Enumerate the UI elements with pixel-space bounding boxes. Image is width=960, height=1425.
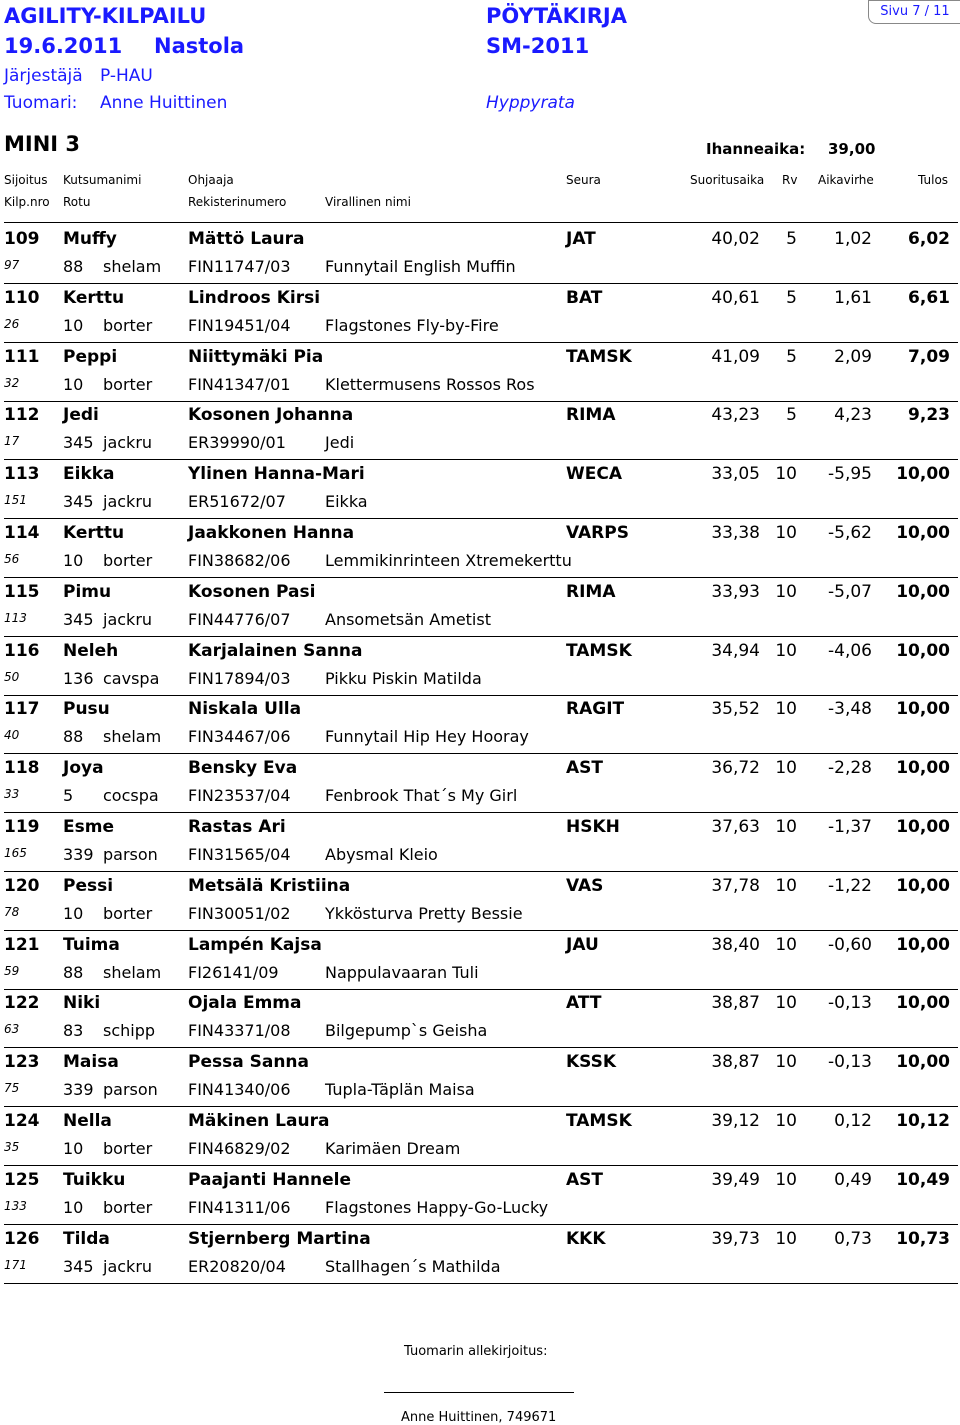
entry-callname: Tuima (63, 934, 120, 955)
entry-result: 10,00 (896, 640, 950, 661)
entry-callname: Tilda (63, 1228, 110, 1249)
entry-registration: FIN41347/01 (188, 374, 291, 394)
entry-time: 38,87 (711, 993, 760, 1014)
class-title: MINI 3 (4, 132, 81, 156)
entry-callname: Pusu (63, 699, 110, 720)
entry-handler: Paajanti Hannele (188, 1169, 352, 1190)
entry-handler: Kosonen Pasi (188, 581, 316, 602)
entry-place: 111 (4, 346, 40, 367)
entry-time-fault: 0,49 (834, 1169, 872, 1190)
entry-club: JAU (566, 934, 599, 955)
entry-place: 119 (4, 817, 40, 837)
entry-time-fault: -0,60 (828, 934, 872, 955)
entry-breed-code: 10 (63, 315, 84, 335)
entry-official-name: Jedi (325, 433, 355, 453)
entry-official-name: Funnytail Hip Hey Hooray (325, 727, 529, 747)
entry-time: 39,12 (711, 1111, 760, 1131)
entry-handler: Lindroos Kirsi (188, 287, 321, 308)
entry-callname: Nella (63, 1111, 112, 1131)
entry-callname: Pimu (63, 581, 112, 602)
result-row (0, 1108, 960, 1167)
entry-breed: borter (103, 903, 153, 923)
entry-club: WECA (566, 464, 622, 485)
entry-club: RIMA (566, 405, 616, 426)
entry-number: 97 (4, 258, 20, 272)
entry-registration: FIN38682/06 (188, 551, 291, 570)
entry-club: JAT (566, 229, 596, 249)
entry-handler: Stjernberg Martina (188, 1228, 371, 1249)
entry-breed: parson (103, 845, 158, 864)
entry-breed: jackru (103, 492, 153, 512)
entry-official-name: Stallhagen´s Mathilda (325, 1256, 501, 1276)
result-row (0, 285, 960, 344)
result-row (0, 1226, 960, 1285)
entry-handler: Niittymäki Pia (188, 346, 324, 367)
entry-breed-code: 10 (63, 551, 84, 570)
entry-handler: Bensky Eva (188, 758, 298, 779)
entry-breed-code: 10 (63, 374, 84, 394)
entry-number: 32 (4, 375, 20, 390)
entry-number: 113 (4, 610, 27, 625)
entry-result: 10,00 (896, 875, 950, 896)
entry-number: 56 (4, 552, 20, 566)
entry-faults: 5 (786, 346, 797, 367)
entry-handler: Mäkinen Laura (188, 1111, 330, 1131)
entry-callname: Eikka (63, 464, 115, 485)
entry-breed: borter (103, 1197, 153, 1217)
entry-result: 10,00 (896, 1052, 950, 1073)
entry-breed-code: 83 (63, 1021, 84, 1041)
entry-time: 37,78 (711, 875, 760, 896)
entry-callname: Peppi (63, 346, 118, 367)
entry-result: 10,00 (896, 817, 950, 837)
entry-breed: jackru (103, 609, 153, 629)
entry-breed-code: 10 (63, 1139, 84, 1158)
entry-handler: Ylinen Hanna-Mari (188, 464, 365, 485)
entry-result: 10,12 (896, 1111, 950, 1131)
result-row (0, 814, 960, 873)
entry-time-fault: 1,61 (834, 287, 872, 308)
entry-time: 40,02 (711, 229, 760, 249)
result-row (0, 638, 960, 697)
entry-club: VARPS (566, 523, 629, 543)
entry-result: 10,49 (896, 1169, 950, 1190)
entry-time: 38,87 (711, 1052, 760, 1073)
result-row (0, 579, 960, 638)
entry-place: 126 (4, 1228, 40, 1249)
entry-club: TAMSK (566, 1111, 632, 1131)
entry-time: 41,09 (711, 346, 760, 367)
document-type: PÖYTÄKIRJA (486, 4, 627, 28)
col-header-place: Sijoitus (4, 173, 48, 187)
entry-number: 33 (4, 787, 20, 802)
entry-time-fault: -4,06 (828, 640, 872, 661)
result-row (0, 1167, 960, 1226)
entry-handler: Lampén Kajsa (188, 934, 322, 955)
entry-registration: ER51672/07 (188, 492, 286, 512)
entry-official-name: Karimäen Dream (325, 1139, 461, 1158)
entry-place: 124 (4, 1111, 40, 1131)
entry-time-fault: 4,23 (834, 405, 872, 426)
entry-callname: Joya (63, 758, 104, 779)
entry-faults: 10 (775, 875, 797, 896)
entry-time-fault: -1,22 (828, 875, 872, 896)
entry-place: 114 (4, 523, 40, 543)
entry-faults: 10 (775, 1169, 797, 1190)
entry-time: 33,05 (711, 464, 760, 485)
entry-number: 151 (4, 493, 27, 508)
entry-registration: ER20820/04 (188, 1256, 286, 1276)
result-row (0, 696, 960, 755)
entry-breed: shelam (103, 727, 162, 747)
entry-place: 118 (4, 758, 40, 779)
result-row (0, 402, 960, 461)
entry-place: 116 (4, 640, 40, 661)
organizer: P-HAU (100, 66, 153, 86)
entry-time: 36,72 (711, 758, 760, 779)
entry-club: VAS (566, 875, 604, 896)
judge-label: Tuomari: (4, 93, 78, 113)
entry-faults: 10 (775, 1111, 797, 1131)
entry-breed: jackru (103, 433, 153, 453)
entry-faults: 10 (775, 523, 797, 543)
entry-number: 78 (4, 904, 20, 919)
entry-time: 35,52 (711, 699, 760, 720)
entry-official-name: Ykkösturva Pretty Bessie (325, 903, 523, 923)
entry-faults: 5 (786, 287, 797, 308)
entry-breed-code: 339 (63, 1080, 94, 1100)
event-date: 19.6.2011 (4, 34, 123, 58)
entry-result: 6,61 (908, 287, 950, 308)
event-title: AGILITY-KILPAILU (4, 4, 207, 28)
entry-registration: ER39990/01 (188, 433, 286, 453)
entry-place: 113 (4, 464, 40, 485)
entry-place: 123 (4, 1052, 40, 1073)
entry-time: 33,38 (711, 523, 760, 543)
entry-breed: jackru (103, 1256, 153, 1276)
result-row (0, 755, 960, 814)
entry-official-name: Tupla-Täplän Maisa (325, 1080, 475, 1100)
result-row (0, 873, 960, 932)
judge-name: Anne Huittinen (100, 93, 228, 113)
entry-result: 10,00 (896, 581, 950, 602)
entry-registration: FIN43371/08 (188, 1021, 291, 1041)
entry-faults: 5 (786, 229, 797, 249)
entry-time: 34,94 (711, 640, 760, 661)
result-row (0, 932, 960, 991)
entry-breed-code: 345 (63, 1256, 94, 1276)
entry-handler: Niskala Ulla (188, 699, 302, 720)
entry-callname: Tuikku (63, 1169, 126, 1190)
entry-time-fault: -3,48 (828, 699, 872, 720)
entry-callname: Niki (63, 993, 101, 1014)
entry-official-name: Flagstones Fly-by-Fire (325, 315, 499, 335)
entry-faults: 10 (775, 1052, 797, 1073)
entry-callname: Pessi (63, 875, 114, 896)
ideal-time: 39,00 (828, 140, 876, 158)
entry-registration: FIN44776/07 (188, 609, 291, 629)
entry-number: 35 (4, 1140, 20, 1154)
entry-handler: Ojala Emma (188, 993, 302, 1014)
entry-time-fault: -5,62 (828, 523, 872, 543)
result-row (0, 1049, 960, 1108)
entry-time-fault: 2,09 (834, 346, 872, 367)
col-header-official-name: Virallinen nimi (325, 195, 411, 209)
entry-breed-code: 10 (63, 1197, 84, 1217)
entry-number: 40 (4, 728, 20, 743)
entry-breed-code: 345 (63, 609, 94, 629)
entry-result: 10,00 (896, 464, 950, 485)
col-header-handler: Ohjaaja (188, 173, 234, 187)
signature-label: Tuomarin allekirjoitus: (404, 1344, 548, 1359)
entry-official-name: Flagstones Happy-Go-Lucky (325, 1197, 549, 1217)
entry-place: 117 (4, 699, 40, 720)
entry-number: 165 (4, 846, 27, 860)
entry-handler: Rastas Ari (188, 817, 286, 837)
entry-breed: schipp (103, 1021, 156, 1041)
entry-callname: Kerttu (63, 523, 125, 543)
entry-breed-code: 5 (63, 786, 74, 806)
entry-place: 112 (4, 405, 40, 426)
entry-official-name: Klettermusens Rossos Ros (325, 374, 535, 394)
result-row (0, 990, 960, 1049)
organizer-label: Järjestäjä (4, 66, 83, 86)
entry-time: 33,93 (711, 581, 760, 602)
entry-result: 6,02 (908, 229, 950, 249)
entry-breed: borter (103, 551, 153, 570)
entry-faults: 10 (775, 1228, 797, 1249)
entry-time: 39,73 (711, 1228, 760, 1249)
entry-faults: 10 (775, 581, 797, 602)
entry-result: 10,00 (896, 758, 950, 779)
col-header-time: Suoritusaika (690, 173, 765, 187)
entry-club: ATT (566, 993, 602, 1014)
entry-time-fault: -2,28 (828, 758, 872, 779)
entry-place: 125 (4, 1169, 40, 1190)
entry-number: 17 (4, 434, 20, 449)
entry-club: AST (566, 1169, 603, 1190)
result-row (0, 226, 960, 285)
entry-faults: 10 (775, 758, 797, 779)
col-header-result: Tulos (918, 173, 949, 187)
entry-time-fault: -1,37 (828, 817, 872, 837)
entry-official-name: Fenbrook That´s My Girl (325, 786, 518, 806)
entry-time-fault: 0,12 (834, 1111, 872, 1131)
entry-breed: borter (103, 374, 153, 394)
entry-time: 38,40 (711, 934, 760, 955)
entry-handler: Mättö Laura (188, 229, 305, 249)
entry-official-name: Funnytail English Muffin (325, 257, 516, 276)
entry-callname: Muffy (63, 229, 117, 249)
entry-registration: FIN19451/04 (188, 315, 291, 335)
entry-breed: cavspa (103, 668, 160, 688)
entry-time-fault: 1,02 (834, 229, 872, 249)
entry-club: KKK (566, 1228, 606, 1249)
entry-handler: Metsälä Kristiina (188, 875, 351, 896)
entry-breed-code: 88 (63, 962, 84, 982)
col-header-faults: Rv (782, 173, 798, 187)
entry-result: 10,73 (896, 1228, 950, 1249)
result-row (0, 461, 960, 520)
col-header-breed: Rotu (63, 195, 91, 209)
entry-time: 40,61 (711, 287, 760, 308)
entry-result: 9,23 (908, 405, 950, 426)
entry-registration: FIN41340/06 (188, 1080, 291, 1100)
entry-breed: borter (103, 315, 153, 335)
entry-number: 171 (4, 1257, 27, 1272)
entry-breed: borter (103, 1139, 153, 1158)
entry-club: TAMSK (566, 346, 632, 367)
entry-registration: FI26141/09 (188, 962, 279, 982)
entry-place: 109 (4, 229, 40, 249)
entry-result: 10,00 (896, 523, 950, 543)
entry-faults: 10 (775, 464, 797, 485)
entry-breed: cocspa (103, 786, 159, 806)
entry-club: KSSK (566, 1052, 617, 1073)
signer-name: Anne Huittinen, 749671 (401, 1410, 557, 1425)
ideal-time-label: Ihanneaika: (706, 140, 806, 158)
entry-time-fault: 0,73 (834, 1228, 872, 1249)
entry-time-fault: -0,13 (828, 1052, 872, 1073)
entry-handler: Karjalainen Sanna (188, 640, 363, 661)
entry-callname: Jedi (63, 405, 99, 426)
col-header-callname: Kutsumanimi (63, 173, 142, 187)
entry-place: 120 (4, 875, 40, 896)
entry-official-name: Pikku Piskin Matilda (325, 668, 482, 688)
entry-number: 133 (4, 1198, 27, 1213)
entry-registration: FIN41311/06 (188, 1197, 291, 1217)
entry-time-fault: -0,13 (828, 993, 872, 1014)
entry-time: 43,23 (711, 405, 760, 426)
entry-result: 10,00 (896, 934, 950, 955)
result-row (0, 520, 960, 579)
entry-registration: FIN17894/03 (188, 668, 291, 688)
entry-time: 39,49 (711, 1169, 760, 1190)
course-name: Hyppyrata (486, 93, 575, 113)
entry-faults: 10 (775, 993, 797, 1014)
entry-faults: 10 (775, 699, 797, 720)
entry-official-name: Lemmikinrinteen Xtremekerttu (325, 551, 572, 570)
entry-time-fault: -5,07 (828, 581, 872, 602)
entry-handler: Pessa Sanna (188, 1052, 310, 1073)
entry-number: 63 (4, 1022, 20, 1037)
col-header-time-fault: Aikavirhe (818, 173, 874, 187)
entry-faults: 5 (786, 405, 797, 426)
entry-official-name: Abysmal Kleio (325, 845, 438, 864)
entry-club: TAMSK (566, 640, 632, 661)
entry-faults: 10 (775, 934, 797, 955)
entry-place: 121 (4, 934, 40, 955)
entry-place: 115 (4, 581, 40, 602)
entry-club: HSKH (566, 817, 620, 837)
entry-registration: FIN23537/04 (188, 786, 291, 806)
entry-club: AST (566, 758, 603, 779)
entry-club: RIMA (566, 581, 616, 602)
entry-number: 50 (4, 669, 20, 684)
signature-line (384, 1392, 574, 1393)
competition-name: SM-2011 (486, 34, 590, 58)
entry-club: RAGIT (566, 699, 625, 720)
entry-callname: Esme (63, 817, 114, 837)
row-divider (4, 1283, 958, 1284)
entry-breed-code: 88 (63, 727, 84, 747)
entry-number: 75 (4, 1081, 20, 1096)
entry-official-name: Eikka (325, 492, 368, 512)
page-indicator: Sivu 7 / 11 (868, 0, 960, 24)
entry-faults: 10 (775, 817, 797, 837)
entry-callname: Maisa (63, 1052, 119, 1073)
entry-registration: FIN46829/02 (188, 1139, 291, 1158)
col-header-registration: Rekisterinumero (188, 195, 287, 209)
entry-breed: parson (103, 1080, 158, 1100)
entry-club: BAT (566, 287, 603, 308)
entry-callname: Neleh (63, 640, 119, 661)
entry-breed-code: 136 (63, 668, 94, 688)
entry-breed-code: 10 (63, 903, 84, 923)
entry-time-fault: -5,95 (828, 464, 872, 485)
entry-registration: FIN31565/04 (188, 845, 291, 864)
entry-breed-code: 339 (63, 845, 94, 864)
entry-faults: 10 (775, 640, 797, 661)
entry-place: 122 (4, 993, 40, 1014)
entry-number: 59 (4, 963, 20, 978)
entry-official-name: Nappulavaaran Tuli (325, 962, 479, 982)
entry-result: 10,00 (896, 699, 950, 720)
col-header-club: Seura (566, 173, 601, 187)
event-place: Nastola (154, 34, 245, 58)
entry-callname: Kerttu (63, 287, 125, 308)
entry-registration: FIN34467/06 (188, 727, 291, 747)
result-row (0, 344, 960, 403)
entry-number: 26 (4, 316, 20, 331)
entry-place: 110 (4, 287, 40, 308)
col-header-number: Kilp.nro (4, 195, 50, 209)
entry-breed-code: 88 (63, 257, 84, 276)
entry-breed-code: 345 (63, 492, 94, 512)
entry-breed-code: 345 (63, 433, 94, 453)
entry-breed: shelam (103, 962, 162, 982)
entry-registration: FIN30051/02 (188, 903, 291, 923)
entry-official-name: Bilgepump`s Geisha (325, 1021, 488, 1041)
entry-time: 37,63 (711, 817, 760, 837)
entry-result: 7,09 (908, 346, 950, 367)
entry-result: 10,00 (896, 993, 950, 1014)
header-divider (4, 222, 958, 223)
entry-registration: FIN11747/03 (188, 257, 291, 276)
entry-breed: shelam (103, 257, 162, 276)
entry-handler: Kosonen Johanna (188, 405, 354, 426)
entry-official-name: Ansometsän Ametist (325, 609, 491, 629)
entry-handler: Jaakkonen Hanna (188, 523, 355, 543)
